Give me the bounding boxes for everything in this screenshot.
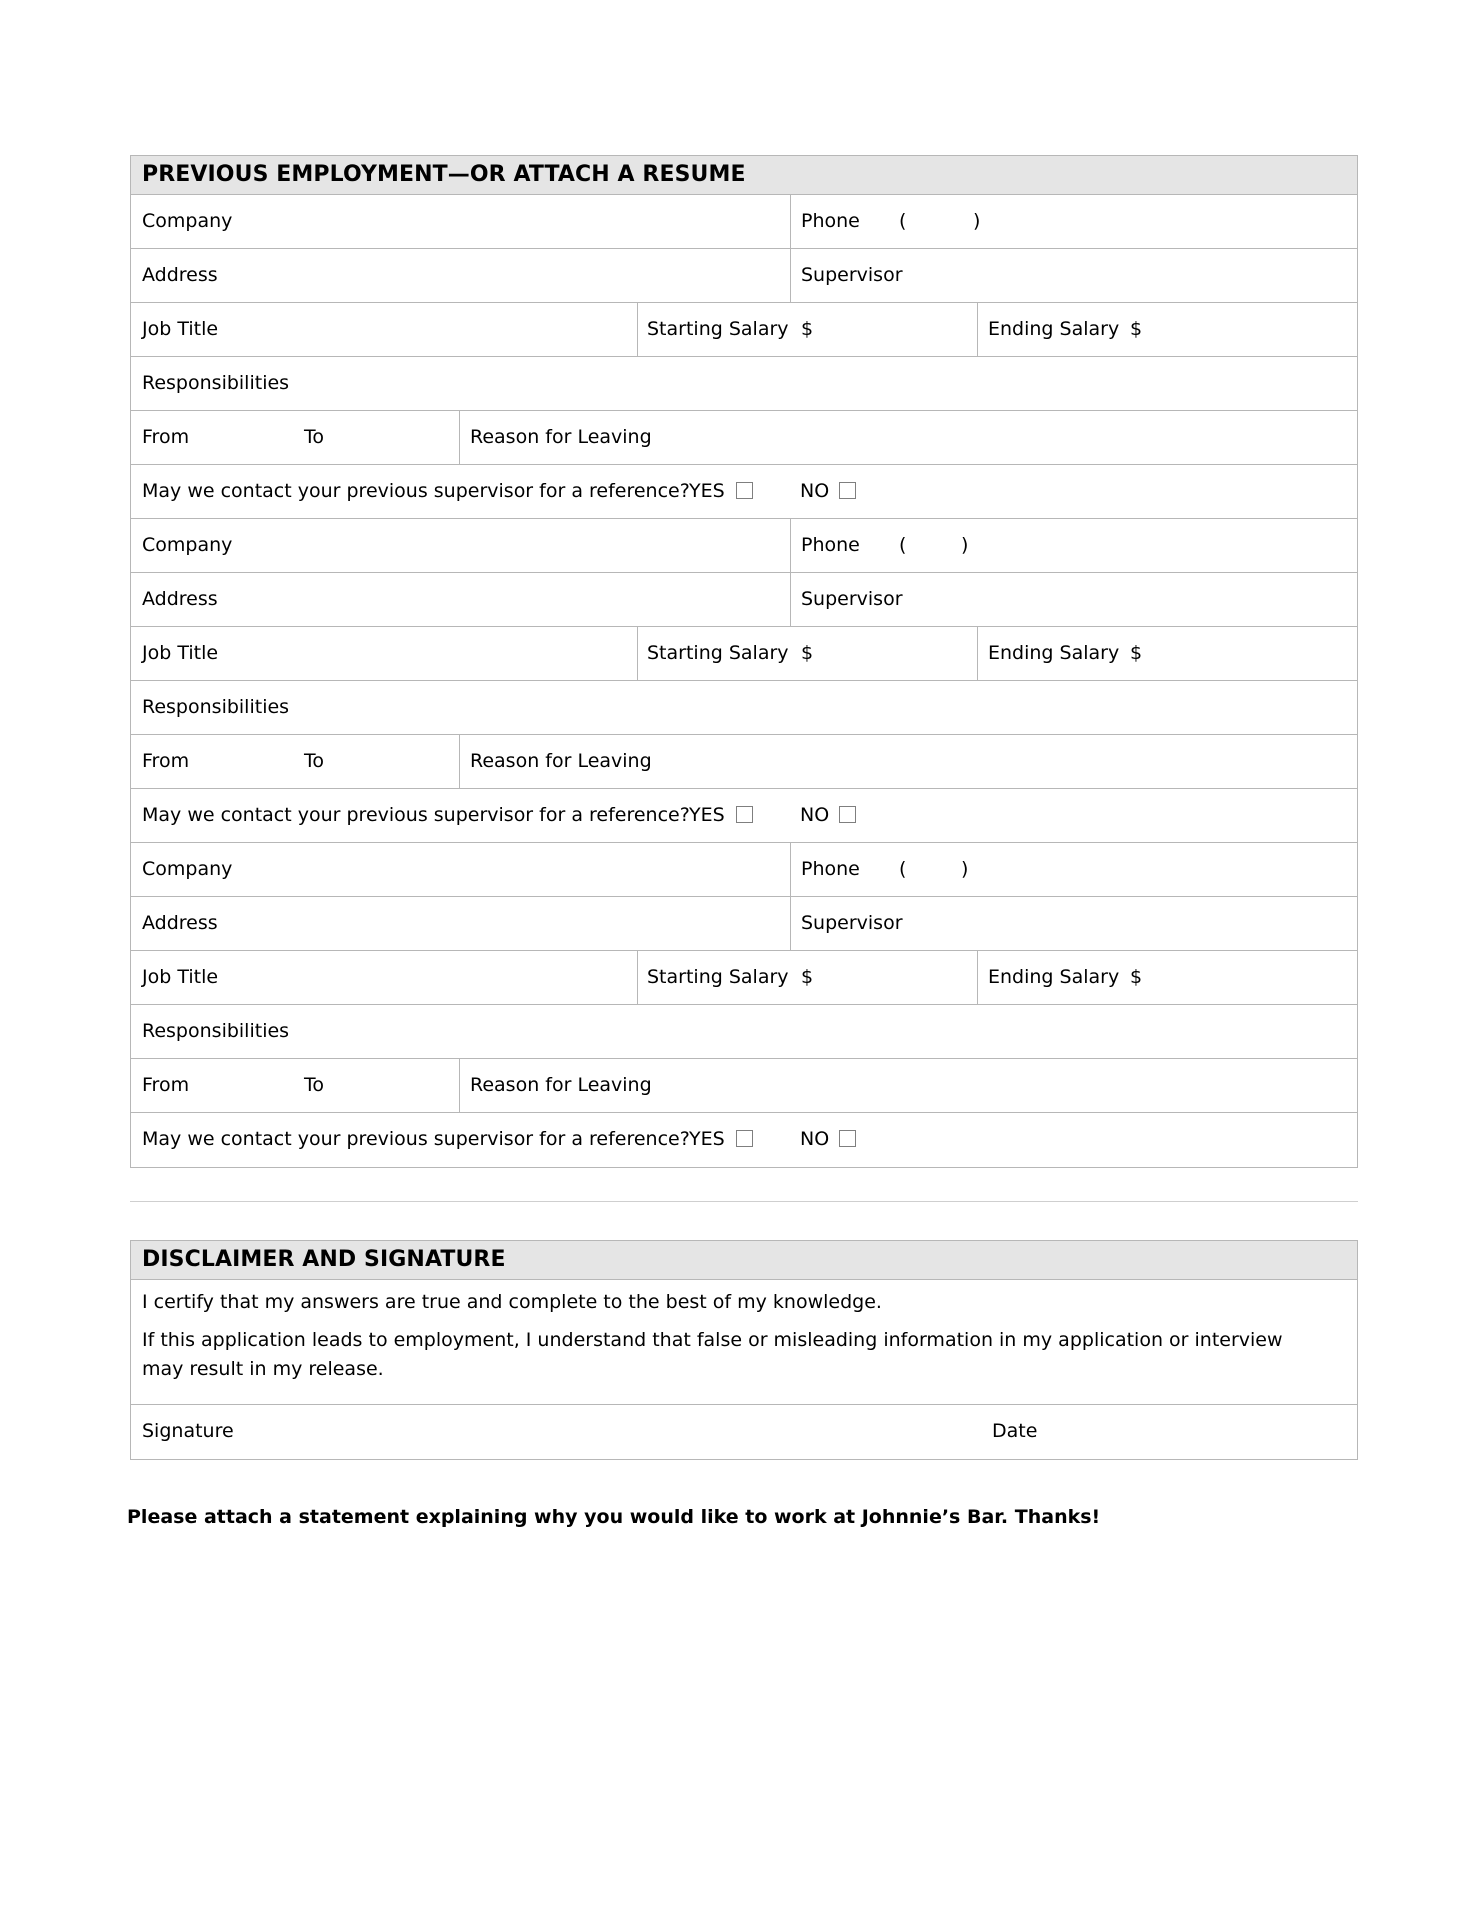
reference-question: May we contact your previous supervisor for a reference? <box>142 804 690 826</box>
reason-for-leaving-label: Reason for Leaving <box>470 1074 652 1096</box>
to-field[interactable] <box>304 411 459 464</box>
company-row <box>131 843 1357 897</box>
responsibilities-label: Responsibilities <box>142 1020 290 1042</box>
address-row <box>131 249 1357 303</box>
disclaimer-section <box>130 1240 1358 1460</box>
date-label: Date <box>992 1420 1038 1442</box>
responsibilities-label: Responsibilities <box>142 372 290 394</box>
responsibilities-row <box>131 681 1357 735</box>
disclaimer-line-3: may result in my release. <box>142 1358 384 1380</box>
starting-salary-field[interactable] <box>637 303 977 356</box>
address-label: Address <box>142 264 218 286</box>
phone-label: Phone <box>801 210 860 232</box>
starting-salary-label: Starting Salary <box>647 966 789 988</box>
reference-question: May we contact your previous supervisor for a reference? <box>142 480 690 502</box>
disclaimer-line-1: I certify that my answers are true and complete to the best of my knowledge. <box>142 1291 882 1313</box>
signature-label: Signature <box>142 1420 234 1442</box>
ending-salary-currency: $ <box>1130 966 1143 988</box>
starting-salary-field[interactable] <box>637 627 977 680</box>
disclaimer-line-2: If this application leads to employment, I understand that false or misleading information in my application or interview <box>142 1329 1283 1351</box>
phone-paren-close: ) <box>973 210 981 232</box>
date-field[interactable] <box>992 1405 1357 1459</box>
yes-label: YES <box>689 1128 725 1150</box>
responsibilities-row <box>131 1005 1357 1059</box>
supervisor-label: Supervisor <box>801 264 903 286</box>
from-label: From <box>142 1074 190 1096</box>
signature-row <box>131 1405 1357 1459</box>
no-label: NO <box>800 1128 830 1150</box>
company-row <box>131 195 1357 249</box>
dates-row <box>131 735 1357 789</box>
ending-salary-field[interactable] <box>977 951 1357 1004</box>
job-title-row <box>131 627 1357 681</box>
starting-salary-label: Starting Salary <box>647 318 789 340</box>
company-field[interactable] <box>131 843 790 896</box>
from-field[interactable] <box>131 411 304 464</box>
company-label: Company <box>142 858 233 880</box>
no-checkbox-cell <box>839 789 856 842</box>
address-field[interactable] <box>131 897 790 950</box>
reference-row <box>131 789 1357 843</box>
supervisor-label: Supervisor <box>801 912 903 934</box>
company-field[interactable] <box>131 519 790 572</box>
previous-employment-title: PREVIOUS EMPLOYMENT—OR ATTACH A RESUME <box>131 156 1357 195</box>
yes-checkbox[interactable] <box>736 1130 753 1147</box>
dates-row <box>131 411 1357 465</box>
reason-for-leaving-label: Reason for Leaving <box>470 750 652 772</box>
no-checkbox-cell <box>839 465 856 518</box>
previous-employment-section <box>130 155 1358 1168</box>
yes-label: YES <box>689 480 725 502</box>
phone-field[interactable] <box>790 519 1357 572</box>
phone-field[interactable] <box>790 195 1357 248</box>
address-label: Address <box>142 588 218 610</box>
job-title-row <box>131 951 1357 1005</box>
reference-question: May we contact your previous supervisor for a reference? <box>142 1128 690 1150</box>
disclaimer-title: DISCLAIMER AND SIGNATURE <box>131 1241 1357 1280</box>
yes-label: YES <box>689 804 725 826</box>
ending-salary-field[interactable] <box>977 627 1357 680</box>
yes-checkbox[interactable] <box>736 482 753 499</box>
yes-checkbox-cell <box>736 1113 753 1167</box>
job-title-label: Job Title <box>142 642 219 664</box>
address-row <box>131 573 1357 627</box>
no-checkbox-cell <box>839 1113 856 1167</box>
from-field[interactable] <box>131 735 304 788</box>
from-label: From <box>142 426 190 448</box>
phone-label: Phone <box>801 858 860 880</box>
starting-salary-field[interactable] <box>637 951 977 1004</box>
company-label: Company <box>142 210 233 232</box>
to-label: To <box>304 1074 325 1096</box>
address-row <box>131 897 1357 951</box>
to-field[interactable] <box>304 1059 459 1112</box>
phone-field[interactable] <box>790 843 1357 896</box>
from-label: From <box>142 750 190 772</box>
phone-paren-open: ( <box>899 534 907 556</box>
supervisor-field[interactable] <box>790 249 1357 302</box>
company-row <box>131 519 1357 573</box>
job-title-field[interactable] <box>131 951 637 1004</box>
reason-for-leaving-field[interactable] <box>459 1059 1357 1112</box>
phone-paren-close: ) <box>961 534 969 556</box>
ending-salary-field[interactable] <box>977 303 1357 356</box>
phone-paren-open: ( <box>899 858 907 880</box>
ending-salary-label: Ending Salary <box>988 318 1120 340</box>
no-checkbox[interactable] <box>839 1130 856 1147</box>
address-field[interactable] <box>131 249 790 302</box>
yes-checkbox[interactable] <box>736 806 753 823</box>
from-field[interactable] <box>131 1059 304 1112</box>
yes-checkbox-cell <box>736 789 753 842</box>
no-checkbox[interactable] <box>839 806 856 823</box>
yes-checkbox-cell <box>736 465 753 518</box>
job-title-label: Job Title <box>142 318 219 340</box>
responsibilities-row <box>131 357 1357 411</box>
dates-row <box>131 1059 1357 1113</box>
phone-paren-close: ) <box>961 858 969 880</box>
starting-salary-currency: $ <box>801 642 814 664</box>
reference-row <box>131 1113 1357 1167</box>
address-field[interactable] <box>131 573 790 626</box>
signature-field[interactable] <box>131 1405 982 1459</box>
company-label: Company <box>142 534 233 556</box>
supervisor-label: Supervisor <box>801 588 903 610</box>
job-title-field[interactable] <box>131 303 637 356</box>
starting-salary-label: Starting Salary <box>647 642 789 664</box>
responsibilities-field[interactable] <box>131 681 1357 734</box>
ending-salary-label: Ending Salary <box>988 642 1120 664</box>
responsibilities-label: Responsibilities <box>142 696 290 718</box>
to-label: To <box>304 750 325 772</box>
supervisor-field[interactable] <box>790 573 1357 626</box>
no-label: NO <box>800 480 830 502</box>
job-title-field[interactable] <box>131 627 637 680</box>
responsibilities-field[interactable] <box>131 1005 1357 1058</box>
phone-label: Phone <box>801 534 860 556</box>
no-checkbox[interactable] <box>839 482 856 499</box>
company-field[interactable] <box>131 195 790 248</box>
to-field[interactable] <box>304 735 459 788</box>
ending-salary-currency: $ <box>1130 642 1143 664</box>
disclaimer-text <box>131 1280 1357 1405</box>
reason-for-leaving-field[interactable] <box>459 735 1357 788</box>
reference-row <box>131 465 1357 519</box>
job-title-row <box>131 303 1357 357</box>
ending-salary-currency: $ <box>1130 318 1143 340</box>
ending-salary-label: Ending Salary <box>988 966 1120 988</box>
address-label: Address <box>142 912 218 934</box>
footer-note: Please attach a statement explaining why you would like to work at Johnnie’s Bar. Thanks! <box>127 1506 1101 1528</box>
starting-salary-currency: $ <box>801 966 814 988</box>
reason-for-leaving-field[interactable] <box>459 411 1357 464</box>
supervisor-field[interactable] <box>790 897 1357 950</box>
no-label: NO <box>800 804 830 826</box>
phone-paren-open: ( <box>899 210 907 232</box>
section-divider <box>130 1201 1358 1202</box>
starting-salary-currency: $ <box>801 318 814 340</box>
job-title-label: Job Title <box>142 966 219 988</box>
reason-for-leaving-label: Reason for Leaving <box>470 426 652 448</box>
to-label: To <box>304 426 325 448</box>
responsibilities-field[interactable] <box>131 357 1357 410</box>
